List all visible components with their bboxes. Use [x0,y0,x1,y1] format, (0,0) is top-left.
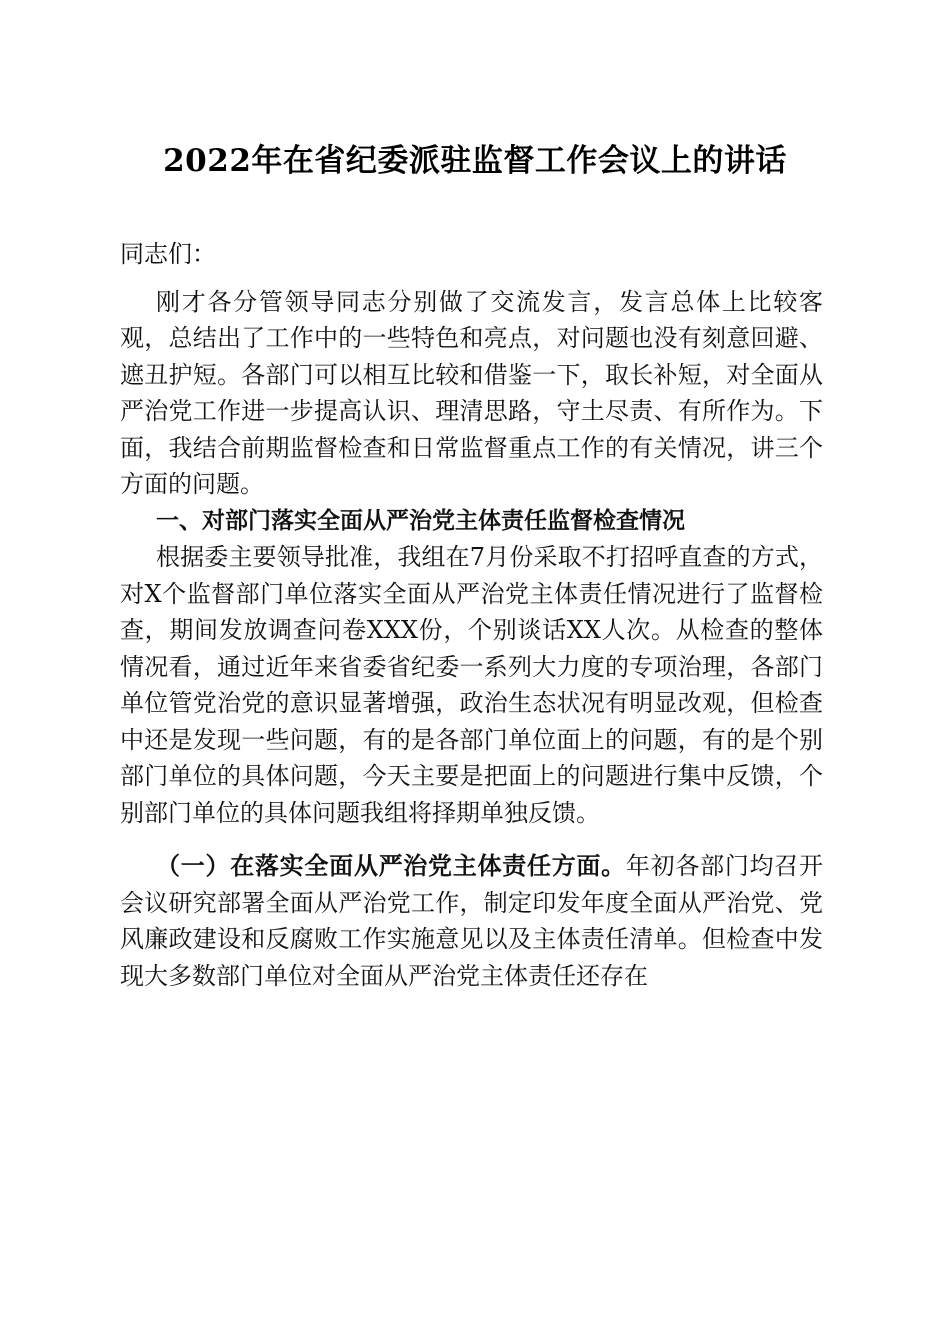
subsection-1-text: 年初各部门均召开会议研究部署全面从严治党工作，制定印发年度全面从严治党、党风廉政建设和反腐败工作实施意见以及主体责任清单。但检查中发现大多数部门单位对全面从严治党主体责任还存在 [120,852,824,990]
salutation: 同志们： [120,240,216,268]
paragraph-2: 根据委主要领导批准，我组在7月份采取不打招呼直查的方式，对X个监督部门单位落实全面从严治党主体责任情况进行了监督检查，期间发放调查问卷XXX份，个别谈话XX人次。从检查的整体情况看，通过近年来省委省纪委一系列大力度的专项治理，各部门单位管党治党的意识显著增强，政治生态状况有明显改观，但检查中还是发现一些问题，有的是各部门单位面上的问题，有的是个别部门单位的具体问题，今天主要是把面上的问题进行集中反馈，个别部门单位的具体问题我组将择期单独反馈。 [120,543,823,827]
document-body [120,236,823,994]
document-title: 2022年在省纪委派驻监督工作会议上的讲话 [163,143,787,179]
subsection-1-lead: （一）在落实全面从严治党主体责任方面。 [156,851,626,880]
paragraph-3 [120,848,823,994]
section-1-heading: 一、对部门落实全面从严治党主体责任监督检查情况 [156,507,685,534]
paragraph-1: 刚才各分管领导同志分别做了交流发言，发言总体上比较客观，总结出了工作中的一些特色和亮点，对问题也没有刻意回避、遮丑护短。各部门可以相互比较和借鉴一下，取长补短，对全面从严治党工作进一步提高认识、理清思路，守土尽责、有所作为。下面，我结合前期监督检查和日常监督重点工作的有关情况，讲三个方面的问题。 [120,287,823,498]
